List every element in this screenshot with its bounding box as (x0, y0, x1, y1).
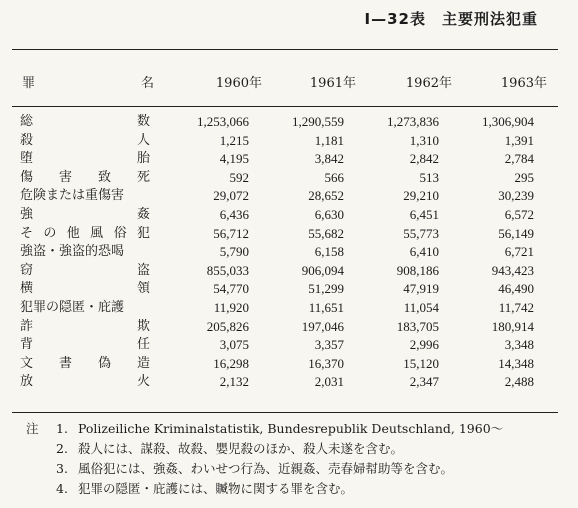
cell-value: 5,790 (219, 244, 249, 260)
table-row (20, 225, 534, 244)
cell-value: 55,682 (308, 225, 344, 241)
cell-value: 15,120 (403, 355, 439, 371)
cell-value: 1,391 (504, 132, 534, 148)
cell-value: 56,149 (498, 225, 534, 241)
table-row (20, 336, 534, 355)
cell-value: 1,253,066 (197, 114, 249, 129)
crime-name-char: 書 (58, 355, 72, 371)
header-category (22, 72, 154, 91)
crime-name-char: 偽 (97, 355, 111, 371)
cell-value: 46,490 (498, 281, 534, 297)
cell-value: 908,186 (396, 262, 439, 278)
crime-name (20, 299, 154, 318)
crime-name (20, 150, 154, 169)
cell-value: 906,094 (301, 262, 344, 278)
cell-value: 6,436 (219, 206, 249, 222)
note-text: 殺人には、謀殺、故殺、嬰児殺のほか、殺人未遂を含む。 (78, 441, 404, 456)
note-label (26, 439, 56, 459)
cell-value: 6,451 (409, 206, 439, 222)
cell-value: 1,273,836 (387, 114, 439, 129)
cell-value: 54,770 (213, 281, 249, 297)
cell-value: 1,310 (409, 132, 439, 148)
crime-name-char: 文 (20, 355, 34, 371)
cell-value: 16,298 (213, 355, 249, 371)
crime-name-char: 犯罪の隠匿・庇護 (20, 299, 125, 315)
cell-value: 566 (324, 169, 344, 185)
cell-value: 592 (229, 169, 249, 185)
cell-value: 6,721 (504, 244, 534, 260)
cell-value: 3,842 (314, 151, 344, 167)
crime-name-char: 欺 (136, 318, 150, 334)
table-row (20, 318, 534, 337)
table-row (20, 132, 534, 151)
cell-value: 11,742 (498, 299, 534, 315)
crime-name (20, 225, 154, 244)
header-rule (12, 106, 558, 107)
crime-name-char: 死 (136, 169, 150, 185)
crime-name-char: 害 (58, 169, 72, 185)
cell-value: 2,784 (504, 151, 534, 167)
top-rule (12, 49, 558, 50)
crime-name-char: 窃 (20, 262, 34, 278)
crime-name-char: の (43, 225, 57, 241)
crime-name (20, 318, 154, 337)
header-year-1962: 1962年 (405, 76, 452, 91)
cell-value: 3,075 (219, 337, 249, 353)
crime-name-char: 総 (20, 114, 34, 129)
table-row (20, 280, 534, 299)
cell-value: 30,239 (498, 188, 534, 204)
crime-name-char: 致 (97, 169, 111, 185)
cell-value: 6,158 (314, 244, 344, 260)
note-label (26, 459, 56, 479)
crime-name-char: 横 (20, 281, 34, 297)
header-year-1960: 1960年 (215, 76, 262, 91)
note-label (26, 479, 56, 499)
cell-value: 3,357 (314, 337, 344, 353)
table-row (20, 299, 534, 318)
table-row (20, 355, 534, 374)
crime-name (20, 373, 154, 392)
header-year-1963: 1963年 (500, 76, 547, 91)
cell-value: 943,423 (491, 262, 534, 278)
table-row (20, 206, 534, 225)
note-text: Polizeiliche Kriminalstatistik, Bundesrepublik Deutschland, 1960～ (78, 421, 504, 436)
cell-value: 513 (419, 169, 439, 185)
cell-value: 14,348 (498, 355, 534, 371)
crime-name-char: 数 (136, 114, 150, 129)
table-row (20, 150, 534, 169)
crime-name-char: 火 (136, 374, 150, 390)
cell-value: 2,842 (409, 151, 439, 167)
cell-value: 56,712 (213, 225, 249, 241)
cell-value: 2,488 (504, 374, 534, 390)
cell-value: 2,031 (314, 374, 344, 390)
cell-value: 11,054 (403, 299, 439, 315)
table-row (20, 187, 534, 206)
cell-value: 2,996 (409, 337, 439, 353)
crime-name (20, 169, 154, 188)
crime-name-char: 任 (136, 337, 150, 353)
crime-name (20, 113, 154, 132)
note-number: 4. (56, 481, 68, 496)
crime-name (20, 355, 154, 374)
cell-value: 1,306,904 (482, 114, 534, 129)
crime-name-char: 堕 (20, 151, 34, 167)
crime-name (20, 132, 154, 151)
cell-value: 11,651 (308, 299, 344, 315)
table-title: I—32表 主要刑法犯重 (364, 10, 538, 28)
header-year-1961: 1961年 (309, 76, 356, 91)
note-number: 1. (56, 421, 68, 436)
crime-name-char: 詐 (20, 318, 34, 334)
cell-value: 6,410 (409, 244, 439, 260)
cell-value: 6,572 (504, 206, 534, 222)
cell-value: 29,210 (403, 188, 439, 204)
note-item (26, 419, 503, 439)
cell-value: 2,347 (409, 374, 439, 390)
header-category-char: 名 (140, 76, 154, 91)
cell-value: 855,033 (206, 262, 249, 278)
crime-name-char: 背 (20, 337, 34, 353)
cell-value: 16,370 (308, 355, 344, 371)
crime-name (20, 206, 154, 225)
crime-name-char: 犯 (136, 225, 150, 241)
crime-name-char: 造 (136, 355, 150, 371)
table-row (20, 262, 534, 281)
cell-value: 29,072 (213, 188, 249, 204)
crime-name-char: 人 (136, 132, 150, 148)
cell-value: 183,705 (396, 318, 439, 334)
crime-name-char: そ (20, 225, 34, 241)
crime-name-char: 風 (90, 225, 104, 241)
table-row (20, 243, 534, 262)
cell-value: 180,914 (491, 318, 534, 334)
crime-name-char: 強盗・強盗的恐喝 (20, 244, 125, 260)
crime-name-char: 殺 (20, 132, 34, 148)
table-row (20, 373, 534, 392)
cell-value: 28,652 (308, 188, 344, 204)
cell-value: 197,046 (301, 318, 344, 334)
crime-name (20, 243, 154, 262)
cell-value: 11,920 (213, 299, 249, 315)
cell-value: 205,826 (206, 318, 249, 334)
crime-name-char: 傷 (20, 169, 34, 185)
crime-name (20, 280, 154, 299)
cell-value: 51,299 (308, 281, 344, 297)
cell-value: 1,290,559 (292, 114, 344, 129)
note-item (26, 439, 503, 459)
crime-name (20, 262, 154, 281)
crime-name-char: 盗 (136, 262, 150, 278)
note-label: 注 (26, 421, 39, 436)
cell-value: 47,919 (403, 281, 439, 297)
crime-name (20, 336, 154, 355)
note-item (26, 479, 503, 499)
table-row (20, 169, 534, 188)
crime-name-char: 胎 (136, 151, 150, 167)
note-text: 風俗犯には、強姦、わいせつ行為、近親姦、売春婦幇助等を含む。 (78, 461, 454, 476)
header-category-char: 罪 (22, 76, 36, 91)
note-number: 3. (56, 461, 68, 476)
cell-value: 2,132 (219, 374, 249, 390)
cell-value: 4,195 (219, 151, 249, 167)
crime-name-char: 危険または重傷害 (20, 188, 125, 204)
cell-value: 1,181 (314, 132, 344, 148)
note-item (26, 459, 503, 479)
crime-name-char: 領 (136, 281, 150, 297)
cell-value: 6,630 (314, 206, 344, 222)
table-row (20, 113, 534, 132)
crime-name-char: 強 (20, 206, 34, 222)
note-number: 2. (56, 441, 68, 456)
cell-value: 295 (514, 169, 534, 185)
crime-name-char: 俗 (113, 225, 127, 241)
note-text: 犯罪の隠匿・庇護には、贓物に関する罪を含む。 (78, 481, 354, 496)
cell-value: 3,348 (504, 337, 534, 353)
crime-name-char: 姦 (136, 206, 150, 222)
crime-table (20, 113, 534, 392)
bottom-rule (12, 412, 558, 413)
notes (26, 419, 503, 499)
crime-name (20, 187, 154, 206)
cell-value: 55,773 (403, 225, 439, 241)
crime-name-char: 他 (66, 225, 80, 241)
crime-name-char: 放 (20, 374, 34, 390)
cell-value: 1,215 (219, 132, 249, 148)
